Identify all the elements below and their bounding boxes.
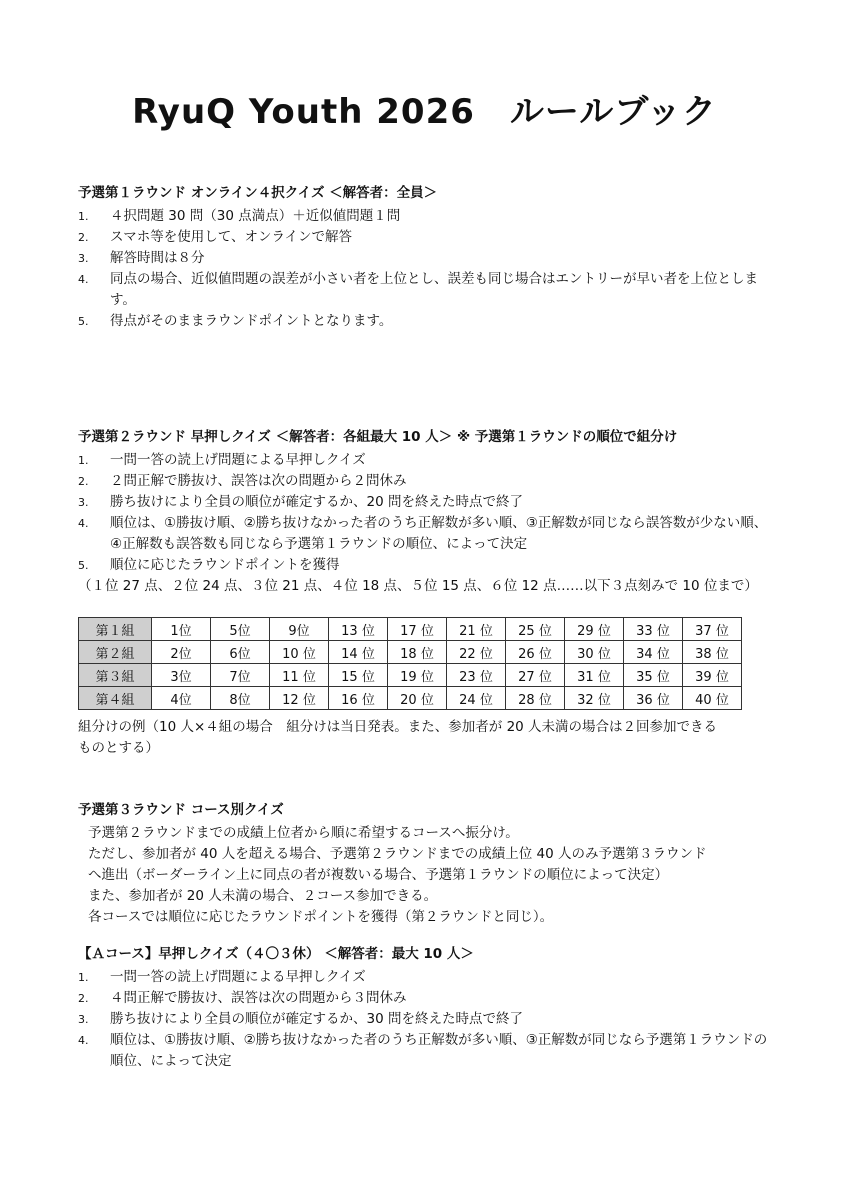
rank-cell: 22 位 <box>447 641 506 664</box>
table-row <box>79 641 742 664</box>
round3-line: ただし、参加者が 40 人を超える場合、予選第２ラウンドまでの成績上位 40 人のみ予選第３ラウンド <box>88 846 707 862</box>
rank-cell: 11 位 <box>270 664 329 687</box>
list-item: 3. 勝ち抜けにより全員の順位が確定するか、30 問を終えた時点で終了 <box>78 1011 523 1027</box>
rank-cell: 25 位 <box>506 618 565 641</box>
rank-cell: 24 位 <box>447 687 506 710</box>
round3-section <box>78 800 778 928</box>
rank-cell: 1位 <box>152 618 211 641</box>
rank-cell: 34 位 <box>624 641 683 664</box>
rank-cell: 15 位 <box>329 664 388 687</box>
rank-cell: 14 位 <box>329 641 388 664</box>
rank-cell: 13 位 <box>329 618 388 641</box>
rank-cell: 37 位 <box>683 618 742 641</box>
list-item: 3. 勝ち抜けにより全員の順位が確定するか、20 問を終えた時点で終了 <box>78 494 523 510</box>
rank-cell: 32 位 <box>565 687 624 710</box>
rank-cell: 36 位 <box>624 687 683 710</box>
rank-cell: 6位 <box>211 641 270 664</box>
round2-rules <box>78 450 778 576</box>
rank-cell: 30 位 <box>565 641 624 664</box>
round3-line: 予選第２ラウンドまでの成績上位者から順に希望するコースへ振分け。 <box>88 825 519 841</box>
round1-section <box>78 183 778 332</box>
points-note: （１位 27 点、２位 24 点、３位 21 点、４位 18 点、５位 15 点、６位 12 点……以下３点刻みで 10 位まで） <box>78 578 758 594</box>
list-item: 4. 順位は、①勝抜け順、②勝ち抜けなかった者のうち正解数が多い順、③正解数が同じなら誤答数が少ない順、④正解数も誤答数も同じなら予選第１ラウンドの順位、によって決定 <box>78 515 768 552</box>
rank-cell: 10 位 <box>270 641 329 664</box>
rank-cell: 5位 <box>211 618 270 641</box>
round2-section <box>78 427 778 597</box>
group-label-cell: 第４組 <box>79 687 152 710</box>
rank-cell: 23 位 <box>447 664 506 687</box>
rank-cell: 12 位 <box>270 687 329 710</box>
rank-cell: 31 位 <box>565 664 624 687</box>
rank-cell: 33 位 <box>624 618 683 641</box>
table-row <box>79 687 742 710</box>
round3-heading: 予選第３ラウンド コース別クイズ <box>78 802 284 818</box>
rank-cell: 16 位 <box>329 687 388 710</box>
round3-line: 各コースでは順位に応じたラウンドポイントを獲得（第２ラウンドと同じ）。 <box>88 909 554 925</box>
rank-cell: 26 位 <box>506 641 565 664</box>
list-item: 2. ２問正解で勝抜け、誤答は次の問題から２問休み <box>78 473 407 489</box>
group-label-cell: 第３組 <box>79 664 152 687</box>
list-item: 1. 一問一答の読上げ問題による早押しクイズ <box>78 452 366 468</box>
list-item: 4. 順位は、①勝抜け順、②勝ち抜けなかった者のうち正解数が多い順、③正解数が同じなら予選第１ラウンドの順位、によって決定 <box>78 1032 768 1069</box>
list-item: 1. 一問一答の読上げ問題による早押しクイズ <box>78 969 366 985</box>
list-item: 2. スマホ等を使用して、オンラインで解答 <box>78 229 353 245</box>
rank-cell: 19 位 <box>388 664 447 687</box>
rank-cell: 28 位 <box>506 687 565 710</box>
round1-heading: 予選第１ラウンド オンライン４択クイズ ＜解答者：全員＞ <box>78 185 438 201</box>
rank-cell: 21 位 <box>447 618 506 641</box>
rank-cell: 35 位 <box>624 664 683 687</box>
page-title: RyuQ Youth 2026 ルールブック <box>132 92 717 132</box>
courseA-heading: 【Ａコース】早押しクイズ（４〇３休） ＜解答者：最大 10 人＞ <box>78 946 474 962</box>
round3-line: へ進出（ボーダーライン上に同点の者が複数いる場合、予選第１ラウンドの順位によって決定） <box>88 867 669 883</box>
list-item: 4. 同点の場合、近似値問題の誤差が小さい者を上位とし、誤差も同じ場合はエントリーが早い者を上位とします。 <box>78 271 758 308</box>
rank-cell: 29 位 <box>565 618 624 641</box>
rank-cell: 2位 <box>152 641 211 664</box>
list-item: 3. 解答時間は８分 <box>78 250 205 266</box>
list-item: 5. 得点がそのままラウンドポイントとなります。 <box>78 313 393 329</box>
rank-cell: 39 位 <box>683 664 742 687</box>
courseA-section <box>78 944 778 1072</box>
rank-cell: 17 位 <box>388 618 447 641</box>
rank-cell: 20 位 <box>388 687 447 710</box>
list-item: 2. ４問正解で勝抜け、誤答は次の問題から３問休み <box>78 990 407 1006</box>
table-row <box>79 618 742 641</box>
rank-cell: 4位 <box>152 687 211 710</box>
rank-cell: 40 位 <box>683 687 742 710</box>
round3-line: また、参加者が 20 人未満の場合、２コース参加できる。 <box>88 888 438 904</box>
grouping-table <box>78 617 742 710</box>
list-item: 5. 順位に応じたラウンドポイントを獲得 <box>78 557 340 573</box>
table-caption: 組分けの例（10 人×４組の場合 組分けは当日発表。また、参加者が 20 人未満の場合は２回参加できる ものとする） <box>78 719 718 756</box>
rank-cell: 38 位 <box>683 641 742 664</box>
rank-cell: 8位 <box>211 687 270 710</box>
table-row <box>79 664 742 687</box>
rank-cell: 3位 <box>152 664 211 687</box>
courseA-rules <box>78 967 778 1072</box>
group-label-cell: 第２組 <box>79 641 152 664</box>
round1-rules <box>78 206 778 332</box>
rank-cell: 27 位 <box>506 664 565 687</box>
list-item: 1. ４択問題 30 問（30 点満点）＋近似値問題１問 <box>78 208 401 224</box>
round2-heading: 予選第２ラウンド 早押しクイズ ＜解答者：各組最大 10 人＞ ※ 予選第１ラウンドの順位で組分け <box>78 429 678 445</box>
rank-cell: 9位 <box>270 618 329 641</box>
group-label-cell: 第１組 <box>79 618 152 641</box>
rank-cell: 7位 <box>211 664 270 687</box>
rank-cell: 18 位 <box>388 641 447 664</box>
